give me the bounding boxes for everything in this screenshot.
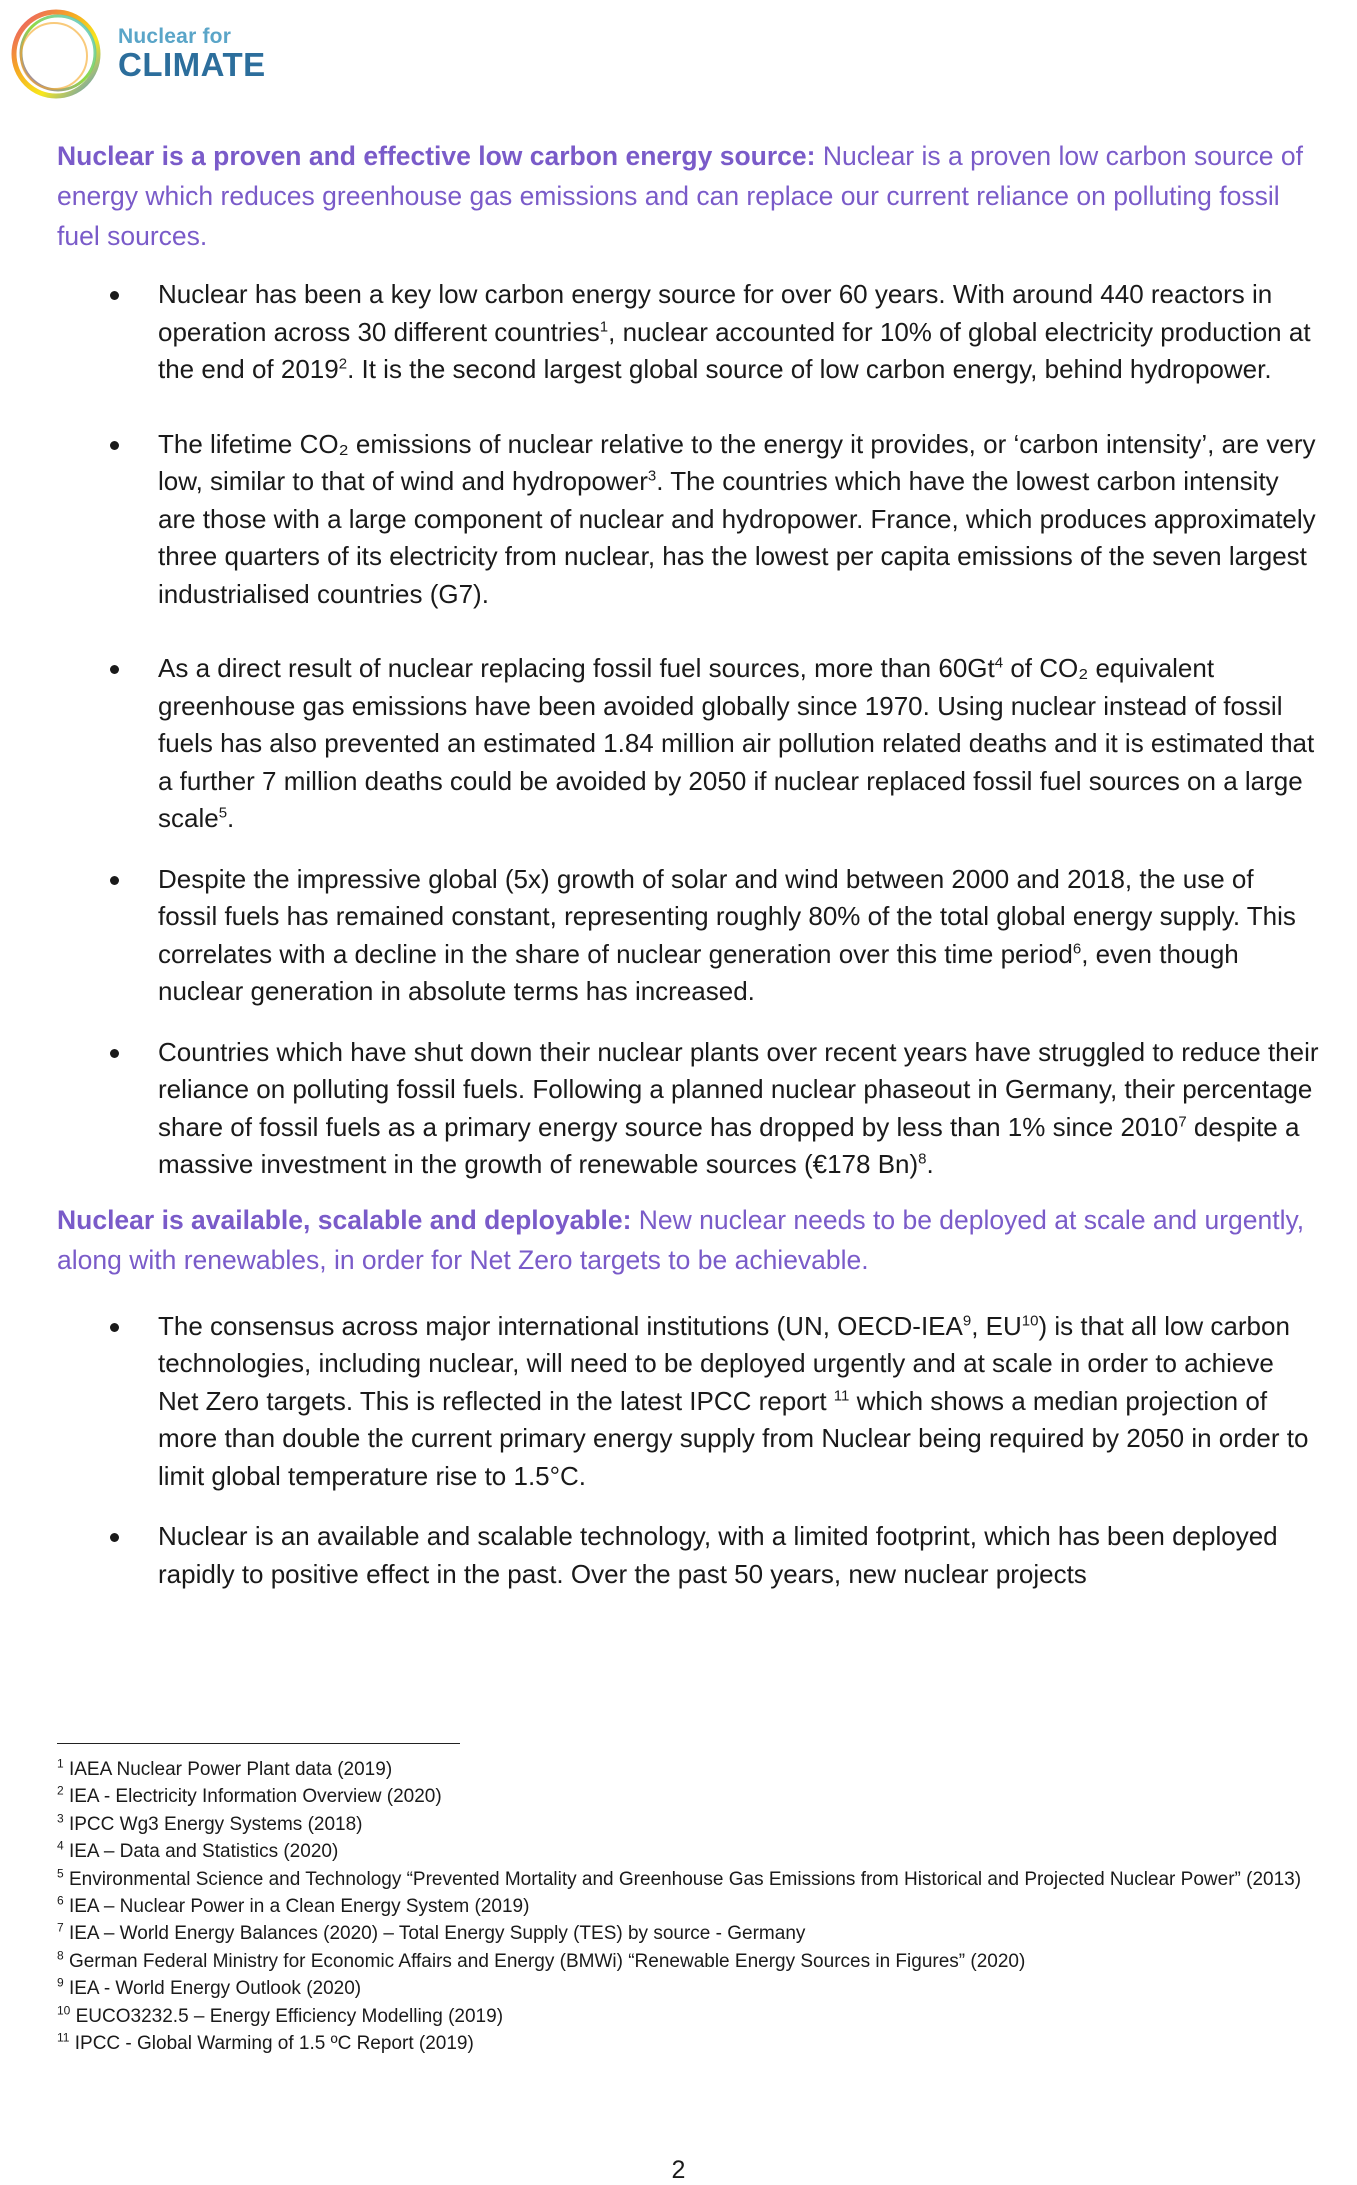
footnote-ref[interactable]: 3 [647,467,657,485]
bullet-item: The lifetime CO₂ emissions of nuclear relative to the energy it provides, or ‘carbon intensity’, are very low, similar to that of wind and hydropower$^3$. The countries which have the lowest carbon intensity are those with a large component of nuclear and hydropower. France, which produces approximately three quarters of its electricity from nuclear, has the lowest per capita emissions of the seven largest industrialised countries (G7). [57,426,1319,614]
bullet-icon [110,1049,119,1058]
footnote-ref[interactable]: 1 [599,317,609,335]
footnote-ref[interactable]: 5 [218,804,228,822]
section2-heading: Nuclear is available, scalable and deployable: [57,1204,632,1235]
bullet-icon [110,1323,119,1332]
footnote-ref[interactable]: 11 [833,1386,850,1404]
footnote-ref[interactable]: 6 [1072,939,1082,957]
footnote: $^9$ IEA - World Energy Outlook (2020) [57,1975,362,2000]
section1-bullets [57,276,1319,1184]
footnote-ref[interactable]: 7 [1178,1112,1187,1130]
section1-text: Nuclear is a proven low carbon source of energy which reduces greenhouse gas emissions and can replace our current reliance on polluting fossil fuel sources. [57,141,1303,251]
bullet-icon [110,665,119,674]
footnote: $^{11}$ IPCC - Global Warming of 1.5 ºC Report (2019) [57,2030,474,2055]
logo-line2: CLIMATE [118,46,266,83]
footnote: $^4$ IEA – Data and Statistics (2020) [57,1838,339,1863]
footnote-ref[interactable]: 10 [1021,1311,1039,1329]
bullet-icon [110,876,119,885]
footnotes [57,1756,1319,2057]
footnote: $^5$ Environmental Science and Technology “Prevented Mortality and Greenhouse Gas Emissions from Historical and Projected Nuclear Power” (2013) [57,1866,1302,1890]
section2-bullets [57,1308,1319,1594]
bullet-item: The consensus across major international institutions (UN, OECD-IEA$^9$, EU$^{10}$) is that all low carbon technologies, including nuclear, will need to be deployed urgently and at scale in order to achieve Net Zero targets. This is reflected in the latest IPCC report $^{11}$ which shows a median projection of more than double the current primary energy supply from Nuclear being required by 2050 in order to limit global temperature rise to 1.5°C. [57,1308,1319,1496]
logo-wordmark [118,26,266,81]
footnote: $^8$ German Federal Ministry for Economic Affairs and Energy (BMWi) “Renewable Energy Sources in Figures” (2020) [57,1948,1026,1972]
bullet-item: Nuclear is an available and scalable technology, with a limited footprint, which has been deployed rapidly to positive effect in the past. Over the past 50 years, new nuclear projects [57,1518,1319,1593]
footnote-ref[interactable]: 8 [918,1150,927,1168]
bullet-icon [110,1533,119,1542]
footnote: $^{10}$ EUCO3232.5 – Energy Efficiency Modelling (2019) [57,2003,504,2027]
footnote: $^1$ IAEA Nuclear Power Plant data (2019) [57,1756,393,1780]
page-body [57,136,1319,1593]
footnote-ref[interactable]: 4 [994,654,1004,672]
section2-intro [57,1200,1319,1280]
footnote: $^7$ IEA – World Energy Balances (2020) – Total Energy Supply (TES) by source - Germany [57,1921,806,1945]
bullet-item: Countries which have shut down their nuclear plants over recent years have struggled to reduce their reliance on polluting fossil fuels. Following a planned nuclear phaseout in Germany, their percentage share of fossil fuels as a primary energy source has dropped by less than 1% since 2010$^7$ despite a massive investment in the growth of renewable sources (€178 Bn)$^8$. [57,1034,1319,1184]
footnote: $^6$ IEA – Nuclear Power in a Clean Energy System (2019) [57,1893,530,1918]
logo-ring-icon [6,4,106,104]
logo [6,4,266,100]
page-number: 2 [671,2156,686,2184]
section1-heading: Nuclear is a proven and effective low carbon energy source: [57,141,816,171]
footnote-divider [57,1743,460,1744]
bullet-icon [110,441,119,450]
bullet-item: Nuclear has been a key low carbon energy source for over 60 years. With around 440 reactors in operation across 30 different countries$^1$, nuclear accounted for 10% of global electricity production at the end of 2019$^2$. It is the second largest global source of low carbon energy, behind hydropower. [57,276,1319,389]
section1-intro [57,136,1319,256]
footnote-ref[interactable]: 2 [338,355,348,373]
section2-text: New nuclear needs to be deployed at scale and urgently, along with renewables, in order for Net Zero targets to be achievable. [57,1204,1305,1275]
bullet-icon [110,291,119,300]
footnote: $^3$ IPCC Wg3 Energy Systems (2018) [57,1811,363,1835]
footnote-ref[interactable]: 9 [962,1311,972,1329]
footnote: $^2$ IEA - Electricity Information Overview (2020) [57,1784,442,1808]
bullet-item: As a direct result of nuclear replacing fossil fuel sources, more than 60Gt$^4$ of CO₂ equivalent greenhouse gas emissions have been avoided globally since 1970. Using nuclear instead of fossil fuels has also prevented an estimated 1.84 million air pollution related deaths and it is estimated that a further 7 million deaths could be avoided by 2050 if nuclear replaced fossil fuel sources on a large scale$^5$. [57,650,1319,838]
bullet-item: Despite the impressive global (5x) growth of solar and wind between 2000 and 2018, the use of fossil fuels has remained constant, representing roughly 80% of the total global energy supply. This correlates with a decline in the share of nuclear generation over this time period$^6$, even though nuclear generation in absolute terms has increased. [57,861,1319,1011]
logo-line1: Nuclear for [118,25,232,48]
